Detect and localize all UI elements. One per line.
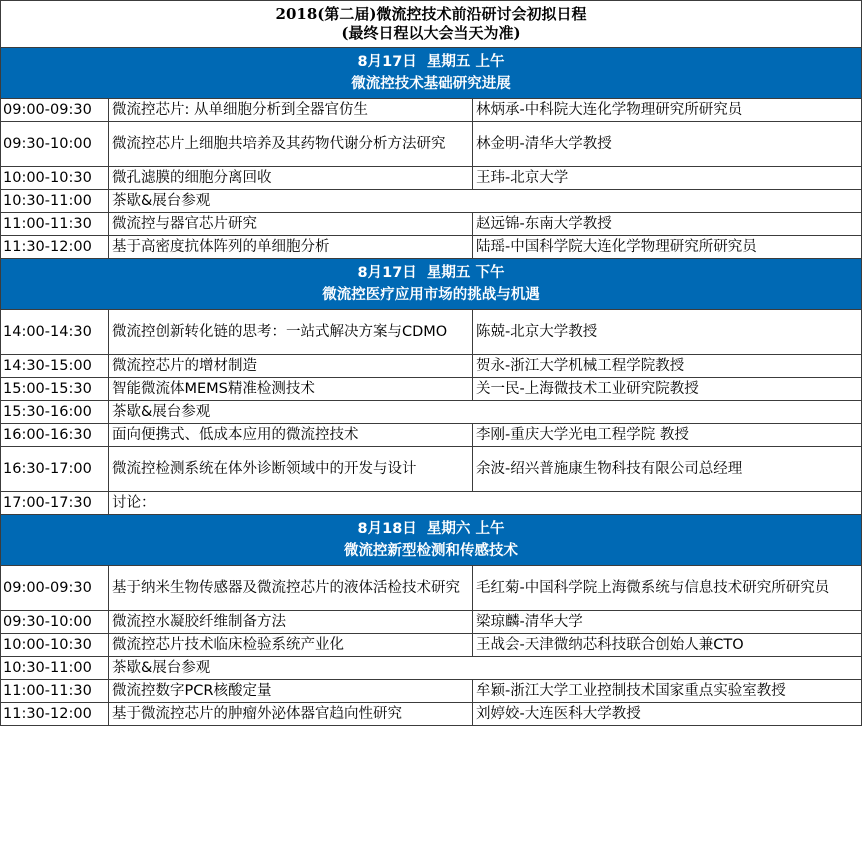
schedule-row [1, 492, 862, 515]
speaker: 余波-绍兴普施康生物科技有限公司总经理 [473, 447, 862, 492]
time-slot: 14:30-15:00 [1, 355, 109, 378]
time-slot: 16:30-17:00 [1, 447, 109, 492]
schedule-row [1, 611, 862, 634]
speaker: 毛红菊-中国科学院上海微系统与信息技术研究所研究员 [473, 566, 862, 611]
time-slot: 10:00-10:30 [1, 634, 109, 657]
schedule-row [1, 236, 862, 259]
talk-topic: 微流控与器官芯片研究 [109, 213, 473, 236]
schedule-row [1, 424, 862, 447]
schedule-row [1, 401, 862, 424]
schedule-row [1, 190, 862, 213]
section-date: 8月17日 星期五 上午 [357, 54, 505, 70]
talk-topic: 微流控芯片技术临床检验系统产业化 [109, 634, 473, 657]
talk-topic: 微流控芯片上细胞共培养及其药物代谢分析方法研究 [109, 122, 473, 167]
title-line-2: (最终日程以大会当天为准) [341, 24, 521, 42]
talk-topic: 微流控检测系统在体外诊断领域中的开发与设计 [109, 447, 473, 492]
talk-topic: 微孔滤膜的细胞分离回收 [109, 167, 473, 190]
time-slot: 10:30-11:00 [1, 657, 109, 680]
session-note: 茶歇&展台参观 [109, 657, 862, 680]
section-header-cell [1, 515, 862, 566]
talk-topic: 基于微流控芯片的肿瘤外泌体器官趋向性研究 [109, 703, 473, 726]
time-slot: 10:00-10:30 [1, 167, 109, 190]
talk-topic: 微流控芯片: 从单细胞分析到全器官仿生 [109, 99, 473, 122]
speaker: 贺永-浙江大学机械工程学院教授 [473, 355, 862, 378]
schedule-row [1, 703, 862, 726]
schedule-row [1, 680, 862, 703]
schedule-row [1, 355, 862, 378]
time-slot: 09:00-09:30 [1, 566, 109, 611]
session-note: 讨论： [109, 492, 862, 515]
section-header-cell [1, 48, 862, 99]
speaker: 陈兢-北京大学教授 [473, 310, 862, 355]
section-date: 8月18日 星期六 上午 [357, 521, 505, 537]
talk-topic: 微流控创新转化链的思考：一站式解决方案与CDMO [109, 310, 473, 355]
speaker: 王战会-天津微纳芯科技联合创始人兼CTO [473, 634, 862, 657]
talk-topic: 微流控芯片的增材制造 [109, 355, 473, 378]
talk-topic: 基于纳米生物传感器及微流控芯片的液体活检技术研究 [109, 566, 473, 611]
talk-topic: 基于高密度抗体阵列的单细胞分析 [109, 236, 473, 259]
section-header [1, 48, 862, 99]
talk-topic: 微流控数字PCR核酸定量 [109, 680, 473, 703]
time-slot: 14:00-14:30 [1, 310, 109, 355]
time-slot: 17:00-17:30 [1, 492, 109, 515]
section-header-cell [1, 259, 862, 310]
section-theme: 微流控医疗应用市场的挑战与机遇 [322, 287, 540, 303]
time-slot: 11:30-12:00 [1, 703, 109, 726]
schedule-row [1, 634, 862, 657]
time-slot: 10:30-11:00 [1, 190, 109, 213]
speaker: 关一民-上海微技术工业研究院教授 [473, 378, 862, 401]
talk-topic: 智能微流体MEMS精准检测技术 [109, 378, 473, 401]
schedule-row [1, 167, 862, 190]
schedule-row [1, 213, 862, 236]
schedule-row [1, 447, 862, 492]
session-note: 茶歇&展台参观 [109, 190, 862, 213]
schedule-row [1, 310, 862, 355]
schedule-row [1, 99, 862, 122]
talk-topic: 面向便携式、低成本应用的微流控技术 [109, 424, 473, 447]
time-slot: 15:00-15:30 [1, 378, 109, 401]
schedule-row [1, 378, 862, 401]
section-theme: 微流控技术基础研究进展 [351, 76, 511, 92]
title-cell [1, 1, 862, 48]
time-slot: 09:00-09:30 [1, 99, 109, 122]
section-theme: 微流控新型检测和传感技术 [344, 543, 518, 559]
section-header [1, 259, 862, 310]
speaker: 林炳承-中科院大连化学物理研究所研究员 [473, 99, 862, 122]
session-note: 茶歇&展台参观 [109, 401, 862, 424]
speaker: 陆瑶-中国科学院大连化学物理研究所研究员 [473, 236, 862, 259]
speaker: 林金明-清华大学教授 [473, 122, 862, 167]
speaker: 刘婷姣-大连医科大学教授 [473, 703, 862, 726]
schedule-row [1, 566, 862, 611]
schedule-row [1, 657, 862, 680]
speaker: 牟颖-浙江大学工业控制技术国家重点实验室教授 [473, 680, 862, 703]
time-slot: 09:30-10:00 [1, 611, 109, 634]
time-slot: 15:30-16:00 [1, 401, 109, 424]
speaker: 赵远锦-东南大学教授 [473, 213, 862, 236]
speaker: 梁琼麟-清华大学 [473, 611, 862, 634]
time-slot: 11:30-12:00 [1, 236, 109, 259]
talk-topic: 微流控水凝胶纤维制备方法 [109, 611, 473, 634]
time-slot: 11:00-11:30 [1, 213, 109, 236]
speaker: 李刚-重庆大学光电工程学院 教授 [473, 424, 862, 447]
schedule-row [1, 122, 862, 167]
speaker: 王玮-北京大学 [473, 167, 862, 190]
time-slot: 09:30-10:00 [1, 122, 109, 167]
section-date: 8月17日 星期五 下午 [357, 265, 505, 281]
time-slot: 11:00-11:30 [1, 680, 109, 703]
time-slot: 16:00-16:30 [1, 424, 109, 447]
title-row [1, 1, 862, 48]
section-header [1, 515, 862, 566]
title-line-1: 2018(第二届)微流控技术前沿研讨会初拟日程 [275, 5, 587, 23]
